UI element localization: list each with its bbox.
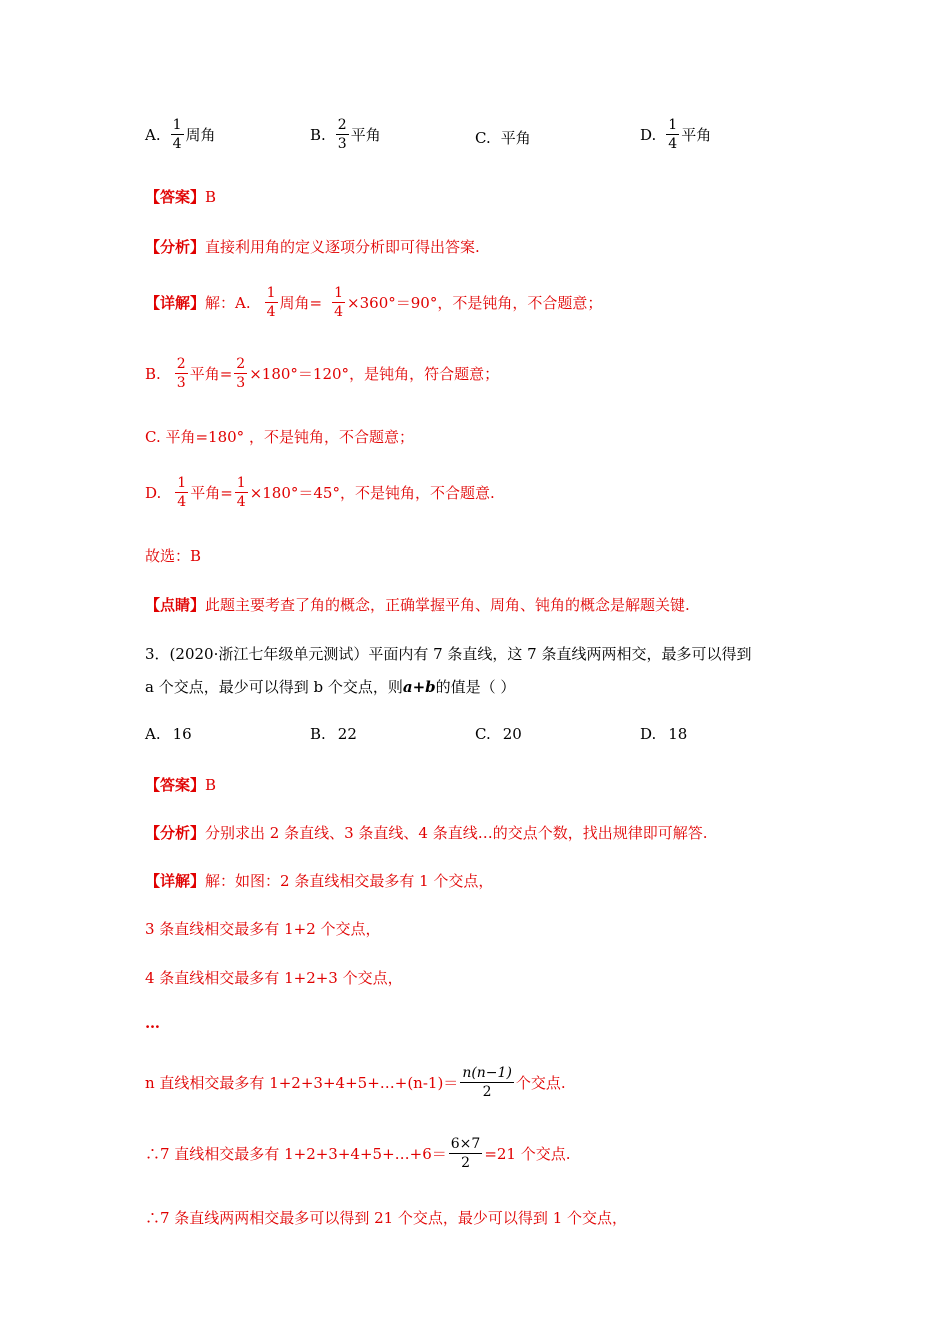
q2-option-a [145, 118, 216, 151]
math-expression: ×180°＝120° [249, 365, 350, 383]
option-value: 22 [337, 725, 357, 743]
q3-detail-line6: ∴7 直线相交最多有 1+2+3+4+5+…+6＝ $\frac{6\times 7}{2}$ =21 个交点. [145, 1136, 571, 1171]
q2-option-d [640, 118, 711, 151]
q2-detail-b: B. $\frac{2}{3}$ 平角= $\frac{2}{3}$ ×180°＝120° ，是钝角，符合题意； [145, 356, 500, 391]
math-expression: ×180°＝45° [249, 484, 340, 502]
fraction: $\frac{2}{3}$ [337, 117, 347, 152]
option-letter: C. [475, 725, 491, 743]
fraction: $\frac{2}{3}$ [236, 356, 246, 391]
option-letter: D. [640, 125, 657, 144]
option-value: 16 [172, 725, 192, 743]
fraction: $\frac{1}{4}$ [236, 475, 246, 510]
fraction: $\frac{n(n-1)}{2}$ [462, 1065, 512, 1100]
q2-comment [145, 594, 690, 615]
q3-option-d [640, 725, 687, 743]
answer-value: B [205, 775, 217, 794]
fraction: $\frac{1}{4}$ [266, 285, 276, 320]
math-expression: a+b [402, 677, 436, 696]
answer-value: B [205, 187, 217, 206]
fraction: $\frac{1}{4}$ [668, 117, 678, 152]
option-letter: A. [145, 125, 161, 144]
q3-option-b [310, 725, 357, 743]
answer-tag: 【答案】 [145, 188, 206, 206]
q3-detail-line1: 【详解】 解：如图：2 条直线相交最多有 1 个交点， [145, 872, 494, 890]
q3-option-a [145, 725, 192, 743]
q2-detail-c: C. 平角=180° ，不是钝角，不合题意； [145, 428, 414, 446]
fraction: $\frac{1}{4}$ [334, 285, 344, 320]
fraction: $\frac{1}{4}$ [177, 475, 187, 510]
q2-option-c [475, 127, 531, 148]
q3-detail-line2: 3 条直线相交最多有 1+2 个交点， [145, 920, 381, 938]
q3-detail-ellipsis: … [145, 1014, 160, 1032]
math-expression: ×360°＝90° [347, 294, 438, 312]
q2-analysis [145, 236, 480, 257]
fraction: $\frac{2}{3}$ [176, 356, 186, 391]
option-text: 平角 [350, 126, 381, 144]
q3-stem-line1: 3．(2020·浙江七年级单元测试）平面内有 7 条直线，这 7 条直线两两相交，最多可以得到 [145, 645, 752, 663]
fraction: $\frac{1}{4}$ [172, 117, 182, 152]
q3-detail-line3: 4 条直线相交最多有 1+2+3 个交点， [145, 969, 403, 987]
option-letter: B. [310, 725, 326, 743]
q3-detail-line5: n 直线相交最多有 1+2+3+4+5+…+(n-1)＝ $\frac{n(n-1)}{2}$ 个交点. [145, 1065, 566, 1100]
option-letter: D. [640, 725, 657, 743]
analysis-text: 分别求出 2 条直线、3 条直线、4 条直线…的交点个数，找出规律即可解答. [205, 824, 708, 842]
option-letter: B. [310, 125, 326, 144]
q3-analysis [145, 822, 708, 843]
analysis-tag: 【分析】 [145, 824, 206, 842]
q2-detail-d: D. $\frac{1}{4}$ 平角= $\frac{1}{4}$ ×180°＝45° ，不是钝角，不合题意. [145, 475, 495, 510]
option-letter: A. [145, 725, 161, 743]
option-text: 周角 [185, 126, 216, 144]
option-value: 20 [502, 725, 522, 743]
q2-choice: 故选：B [145, 547, 202, 565]
option-text: 平角 [681, 126, 712, 144]
q2-option-b [310, 118, 381, 151]
q3-stem-line2: a 个交点，最少可以得到 b 个交点，则 a+b 的值是（ ） [145, 677, 516, 696]
q3-answer [145, 774, 216, 795]
detail-tag: 【详解】 [145, 872, 206, 890]
q3-option-c [475, 725, 522, 743]
q2-detail-a: 【详解】 解：A. $\frac{1}{4}$ 周角= $\frac{1}{4}$ ×360°＝90° ，不是钝角，不合题意； [145, 285, 603, 320]
option-letter: C. [475, 128, 491, 147]
comment-tag: 【点睛】 [145, 596, 206, 614]
analysis-text: 直接利用角的定义逐项分析即可得出答案. [205, 238, 480, 256]
option-value: 18 [668, 725, 688, 743]
q2-answer [145, 186, 216, 207]
option-text: 平角 [500, 129, 531, 147]
fraction: $\frac{6\times 7}{2}$ [450, 1136, 481, 1171]
answer-tag: 【答案】 [145, 776, 206, 794]
q3-detail-line7: ∴7 条直线两两相交最多可以得到 21 个交点，最少可以得到 1 个交点， [145, 1209, 628, 1227]
analysis-tag: 【分析】 [145, 238, 206, 256]
comment-text: 此题主要考查了角的概念，正确掌握平角、周角、钝角的概念是解题关键. [205, 596, 690, 614]
detail-tag: 【详解】 [145, 294, 206, 312]
